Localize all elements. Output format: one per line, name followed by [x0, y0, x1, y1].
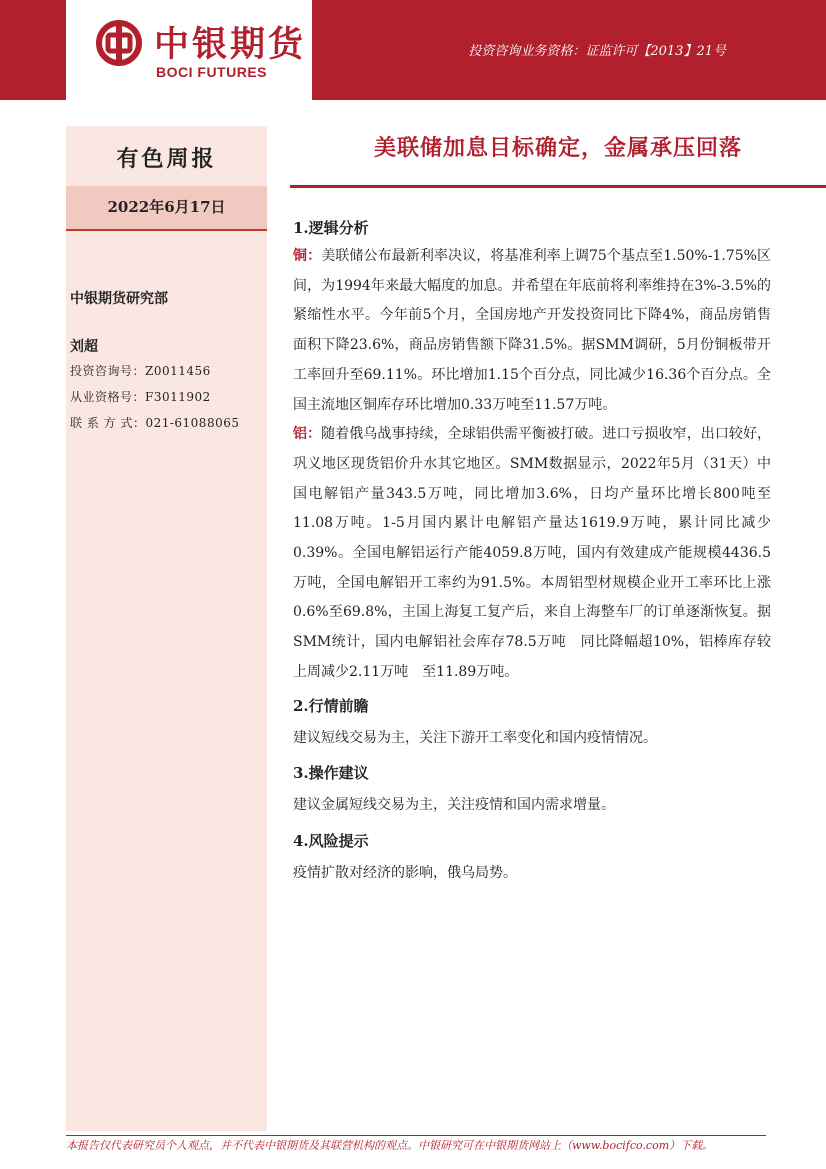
copper-text: 美联储公布最新利率决议，将基准利率上调75个基点至1.50%-1.75%区间，为1994年来最大幅度的加息。并希望在年底前将利率维持在3%-3.5%的紧缩性水平。今年前5个月，全国房地产开发投资同比下降4%，商品房销售面积下降23.6%，商品房销售额下降31.5%。据SMM调研，5月份铜板带开工率回升至69.11%。环比增加1.15个百分点，同比减少16.36个百分点。全国主流地区铜库存环比增加0.33万吨至11.57万吨。: [293, 248, 771, 413]
logo-chinese-name: 中银期货: [154, 25, 307, 65]
outlook-text: 建议短线交易为主，关注下游开工率变化和国内疫情情况。: [293, 729, 657, 746]
page-title: 美联储加息目标确定，金属承压回落: [373, 135, 742, 161]
research-dept: 中银期货研究部: [70, 291, 168, 307]
risk-text: 疫情扩散对经济的影响，俄乌局势。: [293, 864, 517, 881]
report-type: 有色周报: [116, 146, 217, 172]
author-name: 刘超: [70, 339, 98, 355]
aluminum-label: 铝：: [293, 426, 322, 443]
copper-paragraph: [293, 242, 771, 420]
aluminum-text: 随着俄乌战事持续，全球铝供需平衡被打破。进口亏损收窄，出口较好，巩义地区现货铝价升水其它地区。SMM数据显示，2022年5月（31天）中国电解铝产量343.5万吨，同比增加3.6%，日均产量环比增长800吨至11.08万吨。1-5月国内累计电解铝产量达1619.9万吨，累计同比减少0.39%。全国电解铝运行产能4059.8万吨，国内有效建成产能规模4436.5万吨，全国电解铝开工率约为91.5%。本周铝型材规模企业开工率环比上涨0.6%至69.8%，主国上海复工复产后，来自上海整车厂的订单逐渐恢复。据SMM统计，国内电解铝社会库存78.5万吨 同比降幅超10%，铝棒库存较上周减少2.11万吨 至11.89万吨。: [293, 426, 772, 680]
aluminum-paragraph: [293, 420, 771, 687]
consult-number: 投资咨询号：Z0011456: [70, 364, 211, 378]
header-bar: [0, 0, 826, 100]
boc-logo-icon: [96, 20, 142, 66]
report-body: [293, 214, 771, 889]
section-heading-risk: 4.风险提示: [293, 831, 369, 850]
strategy-text: 建议金属短线交易为主，关注疫情和国内需求增量。: [293, 797, 615, 814]
section-heading-outlook: 2.行情前瞻: [293, 696, 369, 715]
disclaimer: 本报告仅代表研究员个人观点，并不代表中银期货及其联营机构的观点。中银研究可在中银期货网站上（www.bocifco.com）下载。: [66, 1139, 714, 1152]
copper-label: 铜：: [293, 248, 322, 264]
section-heading-strategy: 3.操作建议: [293, 764, 369, 783]
footer-divider: [66, 1135, 766, 1136]
logo-english-name: BOCI FUTURES: [156, 64, 267, 80]
sidebar-divider: [66, 229, 267, 231]
sidebar: [66, 126, 267, 1131]
license-text: 投资咨询业务资格：证监许可【2013】21号: [468, 44, 726, 59]
contact-phone: 联 系 方 式：021-61088065: [70, 416, 240, 430]
section-heading-logic: 1.逻辑分析: [293, 219, 369, 237]
title-divider: [290, 185, 826, 188]
qualification-number: 从业资格号：F3011902: [70, 390, 211, 404]
logo: [66, 0, 312, 100]
report-date: 2022年6月17日: [66, 186, 267, 229]
